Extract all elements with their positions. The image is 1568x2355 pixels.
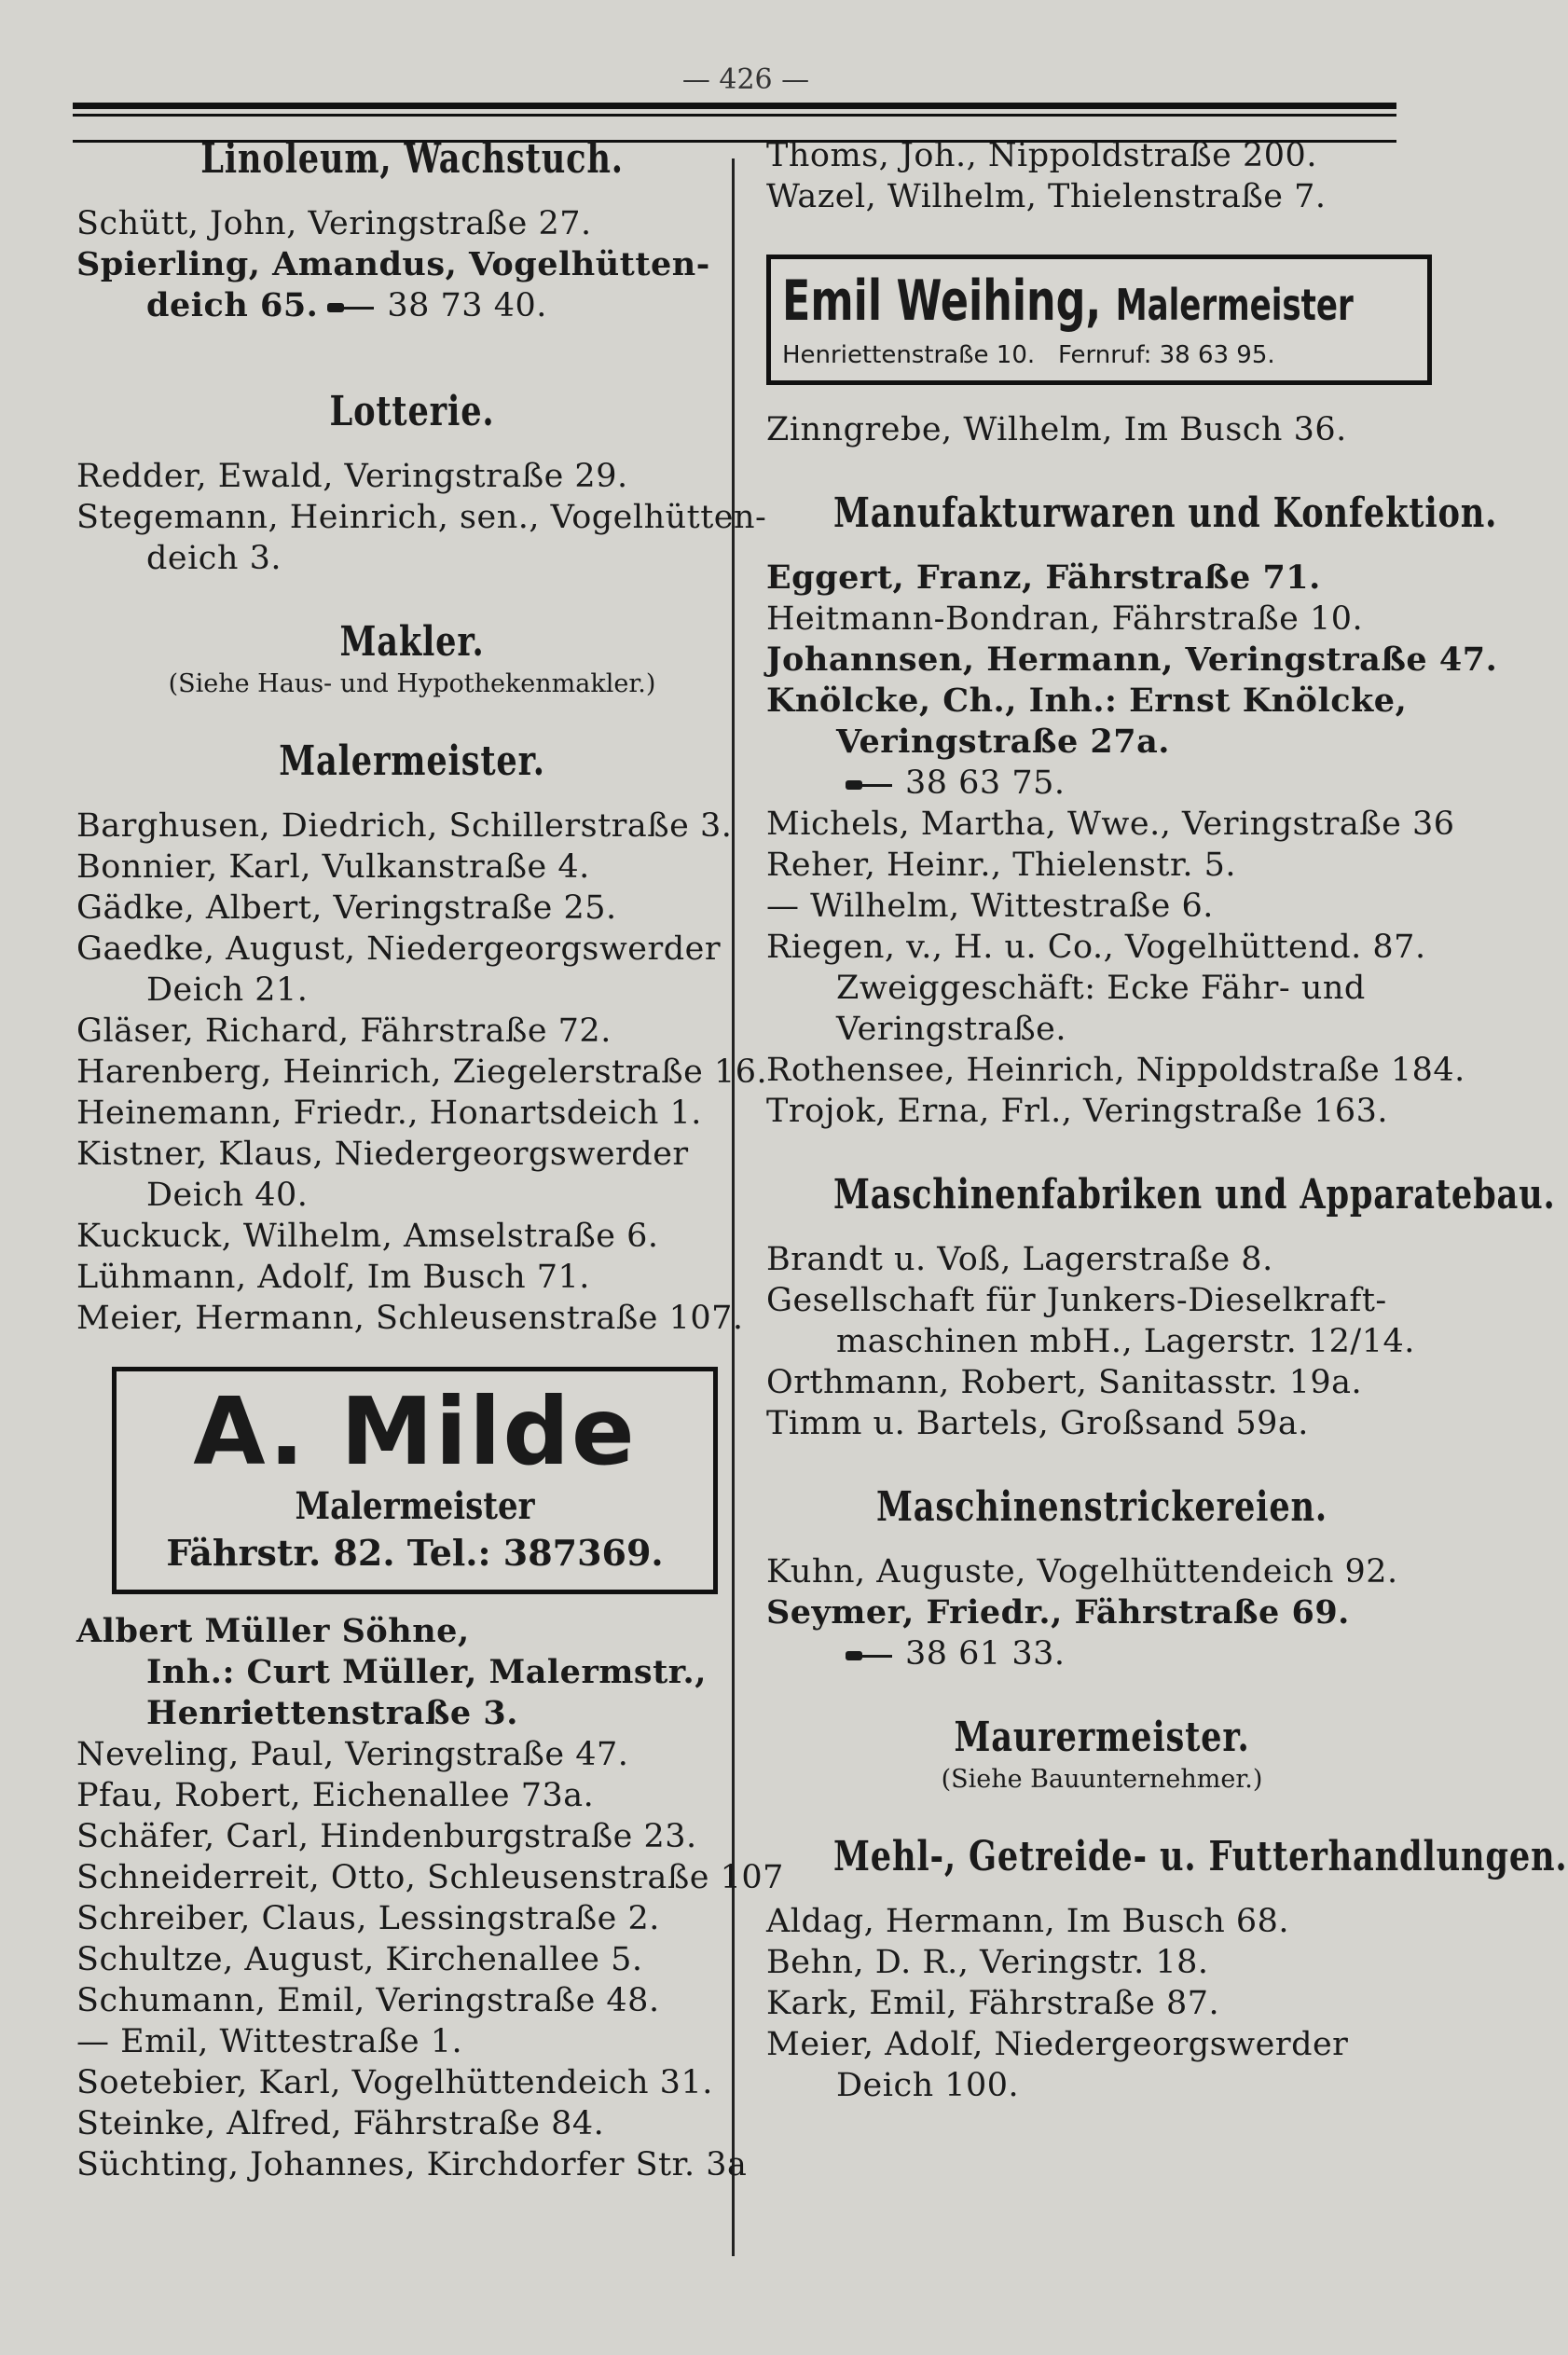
list-item: Timm u. Bartels, Großsand 59a. bbox=[766, 1405, 1309, 1442]
entry-stegemann-cont: deich 3. bbox=[146, 540, 282, 577]
list-item: Meier, Adolf, Niedergeorgswerder bbox=[766, 2026, 1349, 2063]
heading-maurer: Maurermeister. bbox=[954, 1714, 1250, 1761]
ad-weihing-phone: Fernruf: 38 63 95. bbox=[1057, 341, 1275, 369]
telephone-icon bbox=[846, 778, 896, 792]
list-item: Schreiber, Claus, Lessingstraße 2. bbox=[76, 1900, 660, 1937]
spierling-addr: deich 65. bbox=[146, 286, 319, 324]
entry-schuett: Schütt, John, Veringstraße 27. bbox=[76, 205, 592, 242]
list-item-cont: Deich 100. bbox=[836, 2067, 1020, 2104]
top-rule-thick bbox=[73, 103, 1396, 109]
list-item: Trojok, Erna, Frl., Veringstraße 163. bbox=[766, 1093, 1388, 1130]
list-item: Knölcke, Ch., Inh.: Ernst Knölcke, bbox=[766, 682, 1408, 720]
list-item: — Wilhelm, Wittestraße 6. bbox=[766, 888, 1214, 925]
knoelcke-phone: 38 63 75. bbox=[905, 764, 1066, 802]
heading-strickereien: Maschinenstrickereien. bbox=[876, 1483, 1327, 1531]
ad-weihing bbox=[766, 255, 1432, 385]
ad-weihing-name: Emil Weihing, bbox=[782, 269, 1102, 334]
heading-linoleum: Linoleum, Wachstuch. bbox=[200, 135, 624, 183]
entry-mueller-addr: Henriettenstraße 3. bbox=[146, 1694, 518, 1732]
entry-zinngrebe: Zinngrebe, Wilhelm, Im Busch 36. bbox=[766, 411, 1347, 448]
list-item: Lühmann, Adolf, Im Busch 71. bbox=[76, 1259, 590, 1296]
list-item: Steinke, Alfred, Fährstraße 84. bbox=[76, 2105, 605, 2142]
list-item-cont: maschinen mbH., Lagerstr. 12/14. bbox=[836, 1323, 1415, 1360]
entry-mueller-inh: Inh.: Curt Müller, Malermstr., bbox=[146, 1653, 707, 1691]
note-maurer: (Siehe Bauunternehmer.) bbox=[941, 1765, 1263, 1794]
entry-spierling-cont bbox=[76, 285, 748, 326]
note-makler: (Siehe Haus- und Hypothekenmakler.) bbox=[168, 669, 656, 698]
list-item: Gläser, Richard, Fährstraße 72. bbox=[76, 1012, 612, 1050]
list-item: Seymer, Friedr., Fährstraße 69. bbox=[766, 1593, 1350, 1632]
list-item: Rothensee, Heinrich, Nippoldstraße 184. bbox=[766, 1052, 1465, 1089]
heading-mehl: Mehl-, Getreide- u. Futterhandlungen. bbox=[833, 1833, 1568, 1880]
list-item-phone bbox=[766, 1633, 1437, 1674]
list-item: Soetebier, Karl, Vogelhüttendeich 31. bbox=[76, 2064, 713, 2101]
list-item: Gädke, Albert, Veringstraße 25. bbox=[76, 889, 617, 927]
list-item: Kark, Emil, Fährstraße 87. bbox=[766, 1985, 1220, 2022]
list-item: Michels, Martha, Wwe., Veringstraße 36 bbox=[766, 806, 1455, 843]
heading-makler: Makler. bbox=[339, 618, 485, 666]
heading-malermeister: Malermeister. bbox=[279, 737, 545, 785]
ad-milde-profession: Malermeister bbox=[295, 1484, 535, 1528]
top-rule-thin bbox=[73, 114, 1396, 117]
list-item: Kuckuck, Wilhelm, Amselstraße 6. bbox=[76, 1218, 659, 1255]
list-item: Süchting, Johannes, Kirchdorfer Str. 3a bbox=[76, 2146, 748, 2183]
list-item-cont: Deich 21. bbox=[146, 971, 309, 1009]
list-item: Heinemann, Friedr., Honartsdeich 1. bbox=[76, 1095, 702, 1132]
list-item-cont: Veringstraße. bbox=[836, 1011, 1066, 1048]
ad-weihing-contact bbox=[782, 339, 1416, 371]
entry-redder: Redder, Ewald, Veringstraße 29. bbox=[76, 458, 628, 495]
list-item: Brandt u. Voß, Lagerstraße 8. bbox=[766, 1241, 1273, 1278]
list-item: Neveling, Paul, Veringstraße 47. bbox=[76, 1736, 629, 1773]
page-number: — 426 — bbox=[681, 63, 810, 96]
list-item: Meier, Hermann, Schleusenstraße 107. bbox=[76, 1300, 744, 1337]
list-item-phone bbox=[766, 763, 1437, 804]
ad-weihing-address: Henriettenstraße 10. bbox=[782, 341, 1036, 369]
list-item-cont: Deich 40. bbox=[146, 1177, 309, 1214]
list-item: Schäfer, Carl, Hindenburgstraße 23. bbox=[76, 1818, 697, 1855]
telephone-icon bbox=[327, 301, 378, 314]
list-item: Pfau, Robert, Eichenallee 73a. bbox=[76, 1777, 595, 1814]
heading-lotterie: Lotterie. bbox=[329, 388, 495, 435]
telephone-icon bbox=[846, 1649, 896, 1662]
right-column bbox=[766, 135, 1568, 2106]
heading-maschinen: Maschinenfabriken und Apparatebau. bbox=[833, 1171, 1556, 1219]
list-item: Orthmann, Robert, Sanitasstr. 19a. bbox=[766, 1364, 1363, 1401]
list-item: Barghusen, Diedrich, Schillerstraße 3. bbox=[76, 807, 733, 845]
list-item: Johannsen, Hermann, Veringstraße 47. bbox=[766, 640, 1498, 679]
list-item: Schneiderreit, Otto, Schleusenstraße 107 bbox=[76, 1859, 784, 1896]
list-item: Schultze, August, Kirchenallee 5. bbox=[76, 1941, 643, 1978]
list-item: Kuhn, Auguste, Vogelhüttendeich 92. bbox=[766, 1553, 1398, 1591]
entry-wazel: Wazel, Wilhelm, Thielenstraße 7. bbox=[766, 178, 1327, 215]
ad-milde-name: A. Milde bbox=[193, 1377, 637, 1486]
entry-stegemann: Stegemann, Heinrich, sen., Vogelhütten- bbox=[76, 499, 767, 536]
list-item: Bonnier, Karl, Vulkanstraße 4. bbox=[76, 848, 590, 886]
list-item: Aldag, Hermann, Im Busch 68. bbox=[766, 1903, 1290, 1940]
list-item: Heitmann-Bondran, Fährstraße 10. bbox=[766, 600, 1364, 638]
list-item: — Emil, Wittestraße 1. bbox=[76, 2023, 463, 2060]
list-item: Schumann, Emil, Veringstraße 48. bbox=[76, 1982, 660, 2019]
entry-mueller: Albert Müller Söhne, bbox=[76, 1612, 470, 1650]
heading-manufaktur: Manufakturwaren und Konfektion. bbox=[833, 489, 1498, 537]
left-column bbox=[76, 135, 784, 2185]
ad-milde-address: Fährstr. 82. Tel.: 387369. bbox=[166, 1532, 664, 1574]
list-item: Behn, D. R., Veringstr. 18. bbox=[766, 1944, 1209, 1981]
spierling-phone: 38 73 40. bbox=[387, 287, 547, 324]
list-item: Reher, Heinr., Thielenstr. 5. bbox=[766, 847, 1236, 884]
list-item: Riegen, v., H. u. Co., Vogelhüttend. 87. bbox=[766, 929, 1426, 966]
ad-weihing-profession: Malermeister bbox=[1115, 280, 1354, 330]
entry-thoms: Thoms, Joh., Nippoldstraße 200. bbox=[766, 137, 1317, 174]
list-item-cont: Veringstraße 27a. bbox=[836, 723, 1170, 761]
list-item-cont: Zweiggeschäft: Ecke Fähr- und bbox=[836, 970, 1366, 1007]
list-item: Gesellschaft für Junkers-Dieselkraft- bbox=[766, 1282, 1387, 1319]
entry-spierling: Spierling, Amandus, Vogelhütten- bbox=[76, 245, 710, 283]
list-item: Eggert, Franz, Fährstraße 71. bbox=[766, 558, 1321, 597]
seymer-phone: 38 61 33. bbox=[905, 1635, 1066, 1673]
ad-weihing-title bbox=[782, 267, 1354, 339]
list-item: Gaedke, August, Niedergeorgswerder bbox=[76, 930, 722, 968]
list-item: Harenberg, Heinrich, Ziegelerstraße 16. bbox=[76, 1054, 768, 1091]
ad-milde bbox=[112, 1367, 718, 1594]
list-item: Kistner, Klaus, Niedergeorgswerder bbox=[76, 1136, 689, 1173]
